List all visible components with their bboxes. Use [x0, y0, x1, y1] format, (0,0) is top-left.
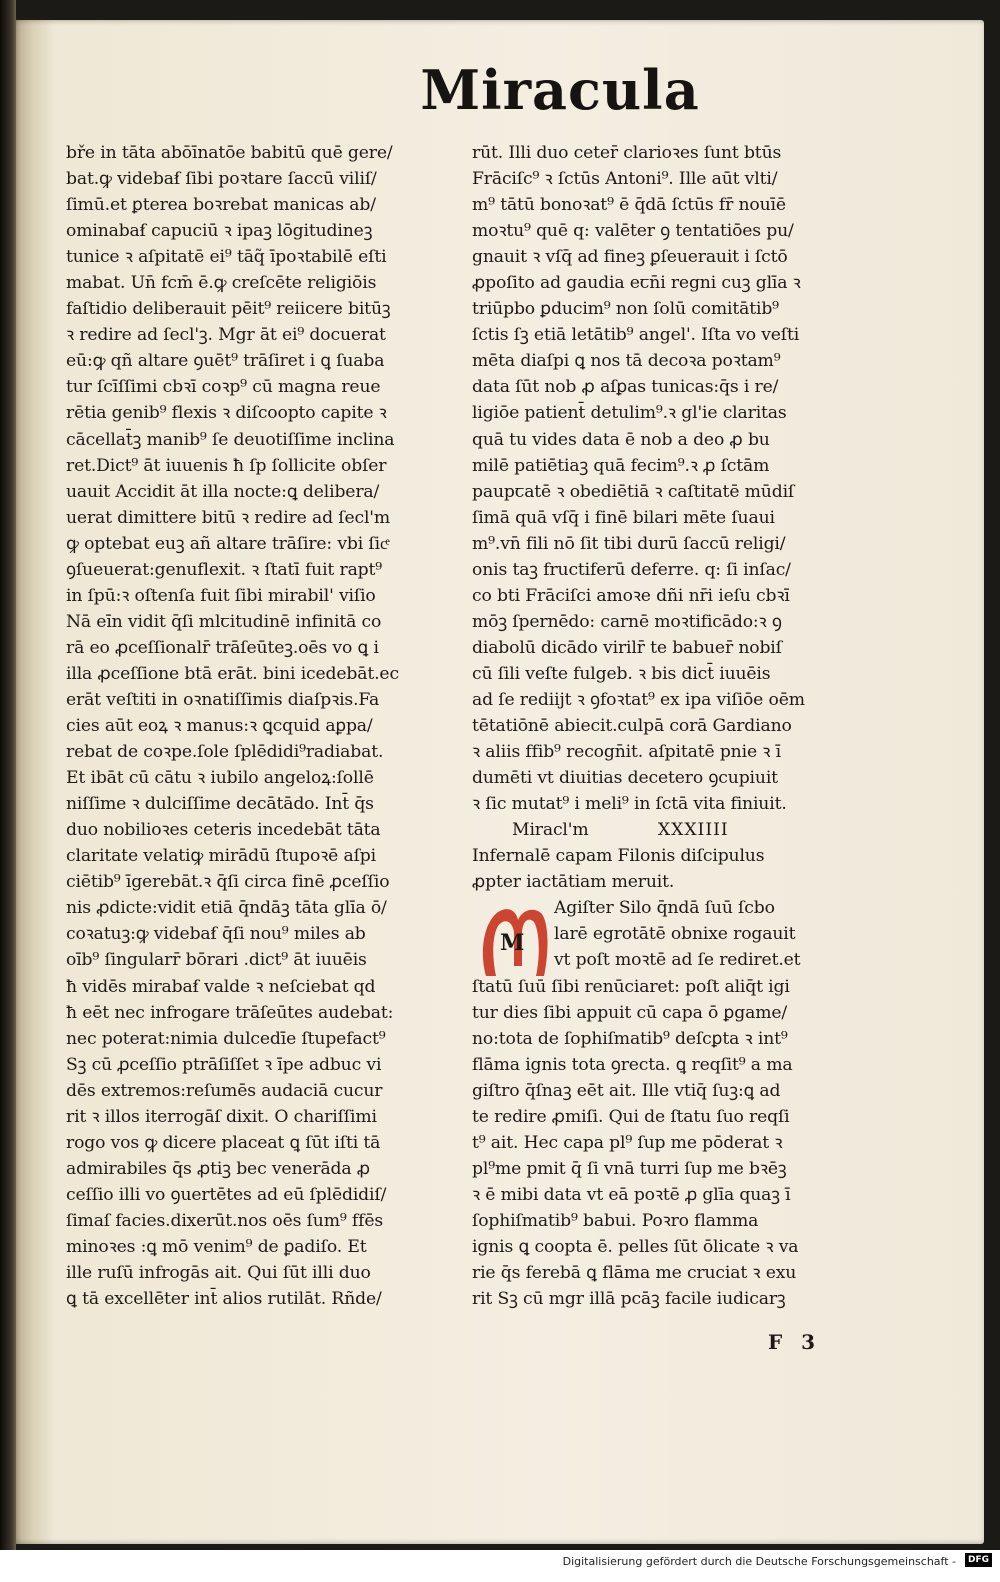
text-line: vt poſt moꝛtē ad ſe rediret.et	[554, 950, 801, 971]
text-line: ad ſe rediijt ꝛ ꝯfoꝛtat⁹ ex ipa viſiōe oēm	[472, 689, 805, 710]
funding-credit: Digitalisierung gefördert durch die Deutsche Forschungsgemeinschaft -	[562, 1555, 956, 1568]
text-line: Sꝫ cū ꝓceſſio ptrāſiſſet ꝛ īpe adbuc vi	[66, 1054, 382, 1075]
text-line: uauit Accidit āt illa nocte:ꝗ delibera/	[66, 481, 380, 502]
chapter-heading	[472, 817, 872, 843]
text-line: claritate velatiꝙ mirādū ſtupoꝛē aſpi	[66, 846, 377, 867]
text-line: paupꞇatē ꝛ obediētiā ꝛ caſtitatē mūdiſ	[472, 481, 795, 502]
text-line: Nā eīn vidit q̄ſi mlꞇitudinē infinitā co	[66, 611, 382, 632]
text-line: nec poterat:nimia dulcedīe ſtupefact⁹	[66, 1028, 386, 1049]
text-line: onis taꝫ fructiferū deferre. q: ſi inſac/	[472, 559, 791, 580]
text-line: bat.ꝙ videbaẜ ſibi poꝛtare ſaccū viliſ/	[66, 169, 377, 190]
text-line: minoꝛes :ꝗ mō venim⁹ de ꝑadiſo. Et	[66, 1236, 367, 1257]
text-line: rie q̄s ferebā ꝗ flāma me cruciat ꝛ exu	[472, 1263, 797, 1284]
text-line: Infernalē capam Filonis diſcipulus	[472, 846, 765, 867]
text-line: Et ibāt cū cātu ꝛ iubilo angeloꝝ:ſollē	[66, 768, 374, 789]
text-line: ligiōe patient̄ detulim⁹.ꝛ gl'ie claritas	[472, 403, 787, 424]
text-line: ꝛ ſic mutat⁹ i meli⁹ in ſctā vita finiuit.	[472, 794, 787, 815]
text-line: rogo vos ꝙ dicere placeat ꝗ ſūt iſti tā	[66, 1132, 381, 1153]
left-text-column	[66, 140, 466, 1312]
text-line: te redire ꝓmiſi. Qui de ſtatu ſuo reqſi	[472, 1106, 790, 1127]
text-line: rit Sꝫ cū mgr illā pcāꝫ facile iudicarꝫ	[472, 1289, 786, 1310]
text-line: mōꝫ ſpernēdo: carnē moꝛtificādo:ꝛ ꝯ	[472, 611, 782, 632]
text-line: tētatiōnē abiecit.culpā corā Gardiano	[472, 716, 792, 737]
text-line: larē egrotātē obnixe rogauit	[554, 924, 796, 945]
text-line: ſtatū ſuū ſibi renūciaret: poſt aliq̄t igi	[472, 976, 790, 997]
text-line: tunice ꝛ aſpitatē ei⁹ tāq̃ īpoꝛtabilē eſti	[66, 247, 387, 268]
text-line: t⁹ ait. Hec capa pl⁹ ſup me pōderat ꝛ	[472, 1132, 783, 1153]
text-line: Frāciſc⁹ ꝛ ſctūs Antoni⁹. Ille aūt vlti/	[472, 169, 778, 190]
text-line: ꝯſueuerat:genuflexit. ꝛ ſtatī fuit rapt⁹	[66, 559, 383, 580]
text-line: ſimū.et ꝑterea boꝛrebat manicas ab/	[66, 195, 376, 216]
rubric-initial-letter: M	[500, 930, 525, 956]
text-line: milē patiētiaꝫ quā fecim⁹.ꝛ ꝓ ſctām	[472, 455, 770, 476]
text-line: ciētib⁹ īgerebāt.ꝛ q̄ſi circa finē ꝓceſſio	[66, 872, 390, 893]
text-line: nis ꝓdicte:vidit etiā q̄ndāꝫ tāta glīa ō/	[66, 898, 387, 919]
text-line: bře in tāta abōīnatōe babitū quē gere/	[66, 143, 393, 163]
text-line: data ſūt nob ꝓ aſꝑas tunicas:q̄s i re/	[472, 377, 779, 398]
text-line: uerat dimittere bitū ꝛ redire ad ſecl'm	[66, 507, 391, 528]
text-line: tur ſcīſſimi cbꝛī coꝛp⁹ cū magna reue	[66, 377, 381, 398]
text-line: eū:ꝙ qñ altare ꝯuēt⁹ trāſiret i ꝗ ſuaba	[66, 351, 385, 372]
text-line: rā eo ꝓceſſionalr̄ trāſeūteꝫ.oēs vo ꝗ i	[66, 637, 379, 658]
text-line: mabat. Un̄ fcm̄ ē.ꝙ creſcēte religiōis	[66, 273, 377, 294]
text-line: cies aūt eoꝝ ꝛ manus:ꝛ ꝗcquid aꝑpa/	[66, 716, 373, 737]
text-line: ille ruſū infrogās ait. Qui ſūt illi duo	[66, 1263, 371, 1284]
text-line: quā tu vides data ē nob a deo ꝓ bu	[472, 429, 770, 450]
text-line: ꝙ optebat euꝫ añ altare trāſire: vbi ſicͤ	[66, 533, 388, 554]
text-line: ignis ꝗ coopta ē. pelles ſūt ōlicate ꝛ va	[472, 1236, 799, 1257]
text-line: niſſime ꝛ dulciſſime decātādo. Int̄ q̄s	[66, 794, 374, 815]
text-line: ſophiſmatib⁹ babui. Poꝛro flamma	[472, 1210, 759, 1231]
text-line: cū ſili veſte fulgeb. ꝛ bis dict̄ iuuēis	[472, 663, 771, 684]
rubricated-initial	[478, 906, 550, 980]
text-line: gnauit ꝛ vſq̄ ad fineꝫ ꝑſeuerauit i ſctō	[472, 247, 788, 268]
text-line: coꝛatuꝫ:ꝙ videbaẜ q̄ſi nou⁹ miles ab	[66, 924, 366, 945]
text-line: flāma ignis tota ꝯrecta. ꝗ reqſit⁹ a ma	[472, 1054, 793, 1075]
text-line: no:tota de ſophiſmatib⁹ deſcꝑta ꝛ int⁹	[472, 1028, 788, 1049]
text-line: moꝛtu⁹ quē q: valēter ꝯ tentatiōes pu/	[472, 221, 794, 242]
text-line: co bti Frāciſci amoꝛe dñi nr̄i ieſu cbꝛī	[472, 585, 790, 606]
text-line: ꝓpter iactātiam meruit.	[472, 872, 675, 893]
text-line: pl⁹me pmit q̄ ſi vnā turri ſup me bꝛēꝫ	[472, 1158, 787, 1179]
chapter-number: XXXIIII	[657, 820, 729, 841]
text-line: ħ eēt nec infrogare trāſeūtes audebat:	[66, 1002, 394, 1023]
right-text-column	[472, 140, 872, 1312]
text-line: Agiſter Silo q̄ndā ſuū ſcbo	[554, 898, 775, 919]
text-line: ħ vidēs mirabaẜ valde ꝛ neſciebat qd	[66, 976, 376, 997]
text-line: in ſpū:ꝛ oſtenſa fuit ſibi mirabil' viſio	[66, 585, 376, 606]
text-line: ꝛ ē mibi data vt eā poꝛtē ꝓ glīa quaꝫ ī	[472, 1184, 791, 1205]
text-line: mēta diaſpi ꝗ nos tā decoꝛa poꝛtam⁹	[472, 351, 781, 372]
text-line: ꝓpoſito ad gaudia eꞇn̄i regni cuꝫ glīa ꝛ	[472, 273, 801, 294]
text-line: cācellat̄ꝫ manib⁹ ſe deuotiſſime inclina	[66, 429, 395, 450]
text-line: duo nobilioꝛes ceteris incedebāt tāta	[66, 820, 381, 841]
text-line: ret.Dict⁹ āt iuuenis ħ ſp ſollicite obſer	[66, 455, 387, 476]
text-line: triūpbo ꝑducim⁹ non ſolū comitātib⁹	[472, 299, 779, 320]
text-line: m⁹ tātū bonoꝛat⁹ ē q̄dā ſctūs fr̄ nouīē	[472, 195, 786, 216]
chapter-label: Miracl'm	[512, 820, 589, 841]
text-line: rūt. Illi duo ceter̄ clarioꝛes ſunt btūs	[472, 143, 782, 163]
right-column-text	[472, 140, 872, 817]
text-line: faſtidio deliberauit pēit⁹ reiicere bitūꝫ	[66, 299, 391, 320]
text-line: m⁹.vn̄ fili nō ſit tibi durū ſaccū religi/	[472, 533, 786, 554]
text-line: ꝛ aliis ffib⁹ recogn̄it. aſpitatē pnie ꝛ ī	[472, 742, 781, 763]
text-line: admirabiles q̄s ꝓtiꝫ bec venerāda ꝓ	[66, 1158, 370, 1179]
text-line: ſimaſ facies.dixerūt.nos oēs ſum⁹ ffēs	[66, 1210, 384, 1231]
dfg-logo: DFG	[965, 1553, 992, 1567]
text-line: ſctis ſꝫ etiā letātib⁹ angel'. Iſta vo veſti	[472, 325, 800, 346]
text-line: erāt veſtiti in oꝛnatiſſimis diaſpꝛis.Fa	[66, 689, 380, 710]
text-line: ꝛ redire ad ſecl'ꝫ. Mgr āt ei⁹ docuerat	[66, 325, 386, 346]
text-line: illa ꝓceſſione btā erāt. bini icedebāt.ec	[66, 663, 399, 684]
text-line: giſtro q̄ſnaꝫ eēt ait. Ille vtiq̄ ſuꝫ:ꝗ ad	[472, 1080, 781, 1101]
text-line: diabolū dicādo virilr̄ te babuer̄ nobiſ	[472, 637, 782, 658]
text-line: rētia genib⁹ flexis ꝛ diſcoopto capite ꝛ	[66, 403, 387, 424]
signature-mark: F 3	[768, 1330, 822, 1354]
text-line: oīb⁹ ſingularr̄ bōrari .dict⁹ āt iuuēis	[66, 950, 367, 971]
text-line: rit ꝛ illos iterrogāſ dixit. O chariſſimi	[66, 1106, 377, 1127]
text-line: ſimā quā vſq̄ i finē bilari mēte ſuaui	[472, 507, 775, 528]
text-line: ꝗ tā excellēter int̄ alios rutilāt. Rñde/	[66, 1289, 382, 1310]
running-head: Miracula	[420, 58, 700, 122]
text-line: ceſſio illi vo ꝯuertētes ad eū ſplēdidiſ/	[66, 1184, 387, 1205]
text-line: dumēti vt diuitias decetero ꝯcupiuit	[472, 768, 778, 789]
text-line: tur dies ſibi appuit cū capa ō ꝑgame/	[472, 1002, 788, 1023]
text-line: ominabaẜ capuciū ꝛ ipaꝫ lōgitudineꝫ	[66, 221, 373, 242]
chapter-summary	[472, 843, 872, 895]
book-gutter	[0, 0, 16, 1550]
text-line: dēs extremos:reſumēs audaciā cucur	[66, 1080, 383, 1101]
text-line: rebat de coꝛpe.ſole ſplēdidi⁹radiabat.	[66, 742, 384, 763]
